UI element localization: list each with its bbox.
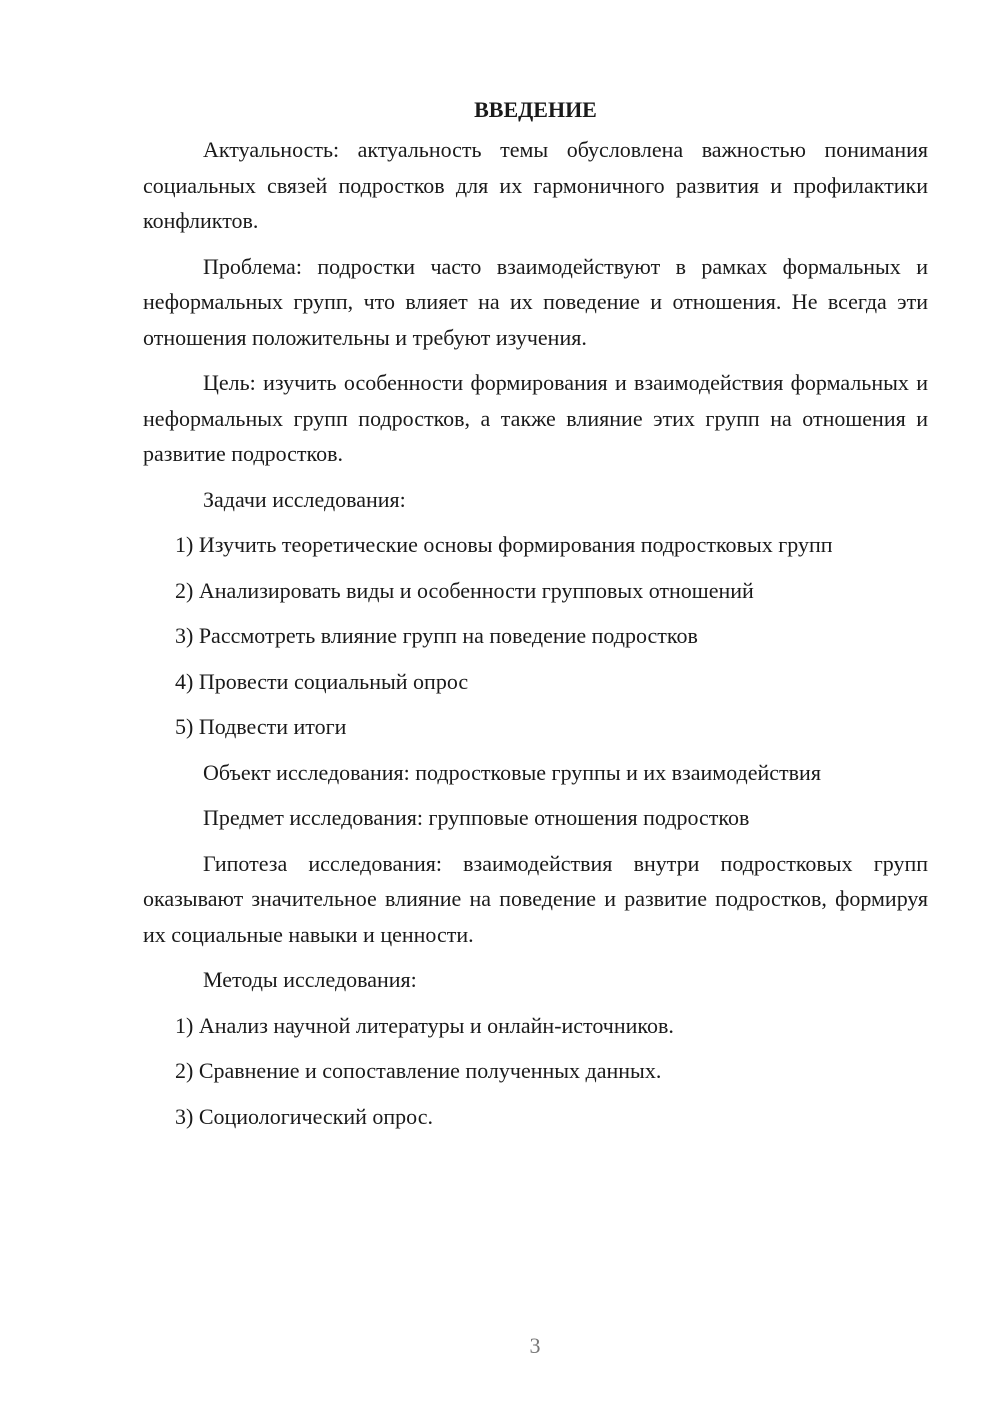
research-subject: Предмет исследования: групповые отношения подростков bbox=[203, 805, 750, 830]
page-number: 3 bbox=[529, 1333, 541, 1358]
goal-paragraph: Цель: изучить особенности формирования и взаимодействия формальных и неформальных групп подростков, а также влияние этих групп на отношения и развитие подростков. bbox=[143, 370, 928, 466]
method-item: 2) Сравнение и сопоставление полученных данных. bbox=[175, 1058, 662, 1083]
task-item: 1) Изучить теоретические основы формирования подростковых групп bbox=[175, 532, 833, 557]
methods-heading: Методы исследования: bbox=[203, 967, 417, 992]
relevance-paragraph: Актуальность: актуальность темы обусловлена важностью понимания социальных связей подростков для их гармоничного развития и профилактики конфликтов. bbox=[143, 137, 928, 233]
tasks-heading: Задачи исследования: bbox=[203, 486, 406, 512]
research-object: Объект исследования: подростковые группы и их взаимодействия bbox=[203, 759, 821, 785]
section-title: ВВЕДЕНИЕ bbox=[474, 97, 597, 122]
document-page bbox=[143, 92, 928, 1144]
task-item: 3) Рассмотреть влияние групп на поведение подростков bbox=[175, 623, 698, 648]
hypothesis-paragraph: Гипотеза исследования: взаимодействия внутри подростковых групп оказывают значительное влияние на поведение и развитие подростков, формируя их социальные навыки и ценности. bbox=[143, 850, 928, 947]
task-item: 4) Провести социальный опрос bbox=[175, 668, 469, 694]
problem-paragraph: Проблема: подростки часто взаимодействуют в рамках формальных и неформальных групп, что влияет на их поведение и отношения. Не всегда эти отношения положительны и требуют изучения. bbox=[143, 253, 928, 350]
task-item: 5) Подвести итоги bbox=[175, 714, 347, 739]
method-item: 3) Социологический опрос. bbox=[175, 1103, 433, 1129]
task-item: 2) Анализировать виды и особенности групповых отношений bbox=[175, 577, 754, 603]
method-item: 1) Анализ научной литературы и онлайн-источников. bbox=[175, 1012, 674, 1038]
